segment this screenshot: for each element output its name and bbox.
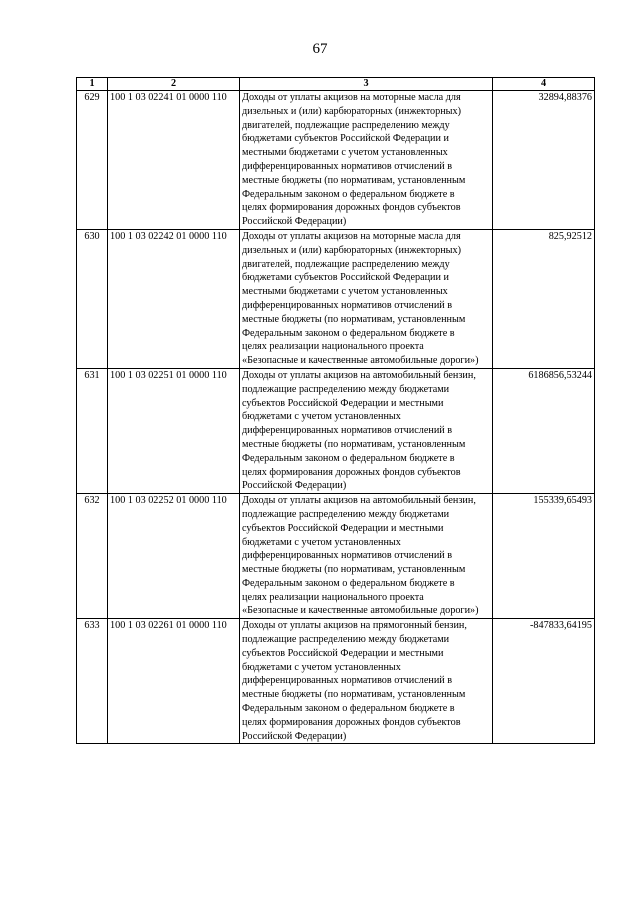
column-header-1: 1	[77, 78, 108, 91]
budget-classification-code: 100 1 03 02251 01 0000 110	[108, 368, 240, 493]
page-number: 67	[312, 41, 328, 57]
budget-revenue-table	[76, 77, 595, 744]
row-number: 630	[77, 229, 108, 368]
row-number: 633	[77, 619, 108, 744]
column-header-3: 3	[240, 78, 493, 91]
budget-classification-code: 100 1 03 02241 01 0000 110	[108, 91, 240, 230]
table-row	[77, 229, 595, 368]
amount: 32894,88376	[493, 91, 595, 230]
revenue-description: Доходы от уплаты акцизов на автомобильный бензин, подлежащие распределению между бюджетами субъектов Российской Федерации и местными бюджетами с учетом установленных дифференцированных нормативов отчислений в местные бюджеты (по нормативам, установленным Федеральным законом о федеральном бюджете в целях формирования дорожных фондов субъектов Российской Федерации)	[240, 368, 493, 493]
amount: -847833,64195	[493, 619, 595, 744]
table-row	[77, 91, 595, 230]
row-number: 632	[77, 494, 108, 619]
budget-classification-code: 100 1 03 02261 01 0000 110	[108, 619, 240, 744]
column-header-4: 4	[493, 78, 595, 91]
table-row	[77, 494, 595, 619]
amount: 155339,65493	[493, 494, 595, 619]
amount: 6186856,53244	[493, 368, 595, 493]
revenue-description: Доходы от уплаты акцизов на моторные масла для дизельных и (или) карбюраторных (инжекторных) двигателей, подлежащие распределению между бюджетами субъектов Российской Федерации и местными бюджетами с учетом установленных дифференцированных нормативов отчислений в местные бюджеты (по нормативам, установленным Федеральным законом о федеральном бюджете в целях формирования дорожных фондов субъектов Российской Федерации)	[240, 91, 493, 230]
column-header-2: 2	[108, 78, 240, 91]
budget-classification-code: 100 1 03 02252 01 0000 110	[108, 494, 240, 619]
amount: 825,92512	[493, 229, 595, 368]
table-header-row	[77, 78, 595, 91]
row-number: 629	[77, 91, 108, 230]
revenue-description: Доходы от уплаты акцизов на прямогонный бензин, подлежащие распределению между бюджетами субъектов Российской Федерации и местными бюджетами с учетом установленных дифференцированных нормативов отчислений в местные бюджеты (по нормативам, установленным Федеральным законом о федеральном бюджете в целях формирования дорожных фондов субъектов Российской Федерации)	[240, 619, 493, 744]
table-row	[77, 619, 595, 744]
table-row	[77, 368, 595, 493]
revenue-description: Доходы от уплаты акцизов на автомобильный бензин, подлежащие распределению между бюджетами субъектов Российской Федерации и местными бюджетами с учетом установленных дифференцированных нормативов отчислений в местные бюджеты (по нормативам, установленным Федеральным законом о федеральном бюджете в целях реализации национального проекта «Безопасные и качественные автомобильные дороги»)	[240, 494, 493, 619]
budget-classification-code: 100 1 03 02242 01 0000 110	[108, 229, 240, 368]
revenue-description: Доходы от уплаты акцизов на моторные масла для дизельных и (или) карбюраторных (инжекторных) двигателей, подлежащие распределению между бюджетами субъектов Российской Федерации и местными бюджетами с учетом установленных дифференцированных нормативов отчислений в местные бюджеты (по нормативам, установленным Федеральным законом о федеральном бюджете в целях реализации национального проекта «Безопасные и качественные автомобильные дороги»)	[240, 229, 493, 368]
row-number: 631	[77, 368, 108, 493]
